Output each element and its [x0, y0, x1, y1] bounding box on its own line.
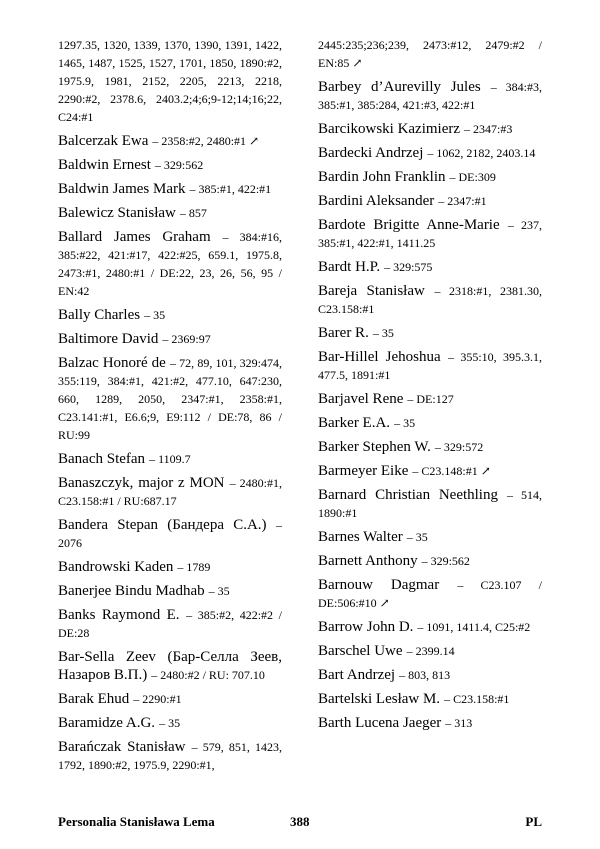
entry-name: Bardin John Franklin — [318, 169, 446, 185]
index-entry — [318, 120, 542, 138]
entry-name: Balewicz Stanisław — [58, 205, 176, 221]
footer-title: Personalia Stanisława Lema — [58, 814, 215, 829]
index-entry — [318, 192, 542, 210]
entry-references: – 329:562 — [421, 554, 470, 568]
index-entry — [58, 738, 282, 774]
index-entry — [318, 666, 542, 684]
index-entry — [58, 306, 282, 324]
index-entry — [58, 690, 282, 708]
index-entry — [58, 474, 282, 510]
entry-name: Banks Raymond E. — [58, 607, 180, 623]
index-entry — [58, 180, 282, 198]
index-entry — [58, 132, 282, 150]
index-entry — [318, 690, 542, 708]
entry-references: – 2318:#1, 2381.30, C23.158:#1 — [318, 284, 542, 316]
index-entry — [58, 450, 282, 468]
index-entry — [318, 714, 542, 732]
entry-references: – 329:562 — [154, 158, 204, 172]
index-entry — [58, 516, 282, 552]
entry-name: Bardecki Andrzej — [318, 145, 424, 161]
entry-name: Barrow John D. — [318, 619, 414, 635]
index-entry — [318, 390, 542, 408]
entry-references: 2445:235;236;239, 2473:#12, 2479:#2 / EN:85 ↗ — [318, 38, 542, 70]
entry-name: Barnouw Dagmar — [318, 577, 440, 593]
entry-name: Bardt H.P. — [318, 259, 381, 275]
entry-references: – 2480:#2 / RU: 707.10 — [151, 668, 265, 682]
entry-references: – 1789 — [177, 560, 211, 574]
language-code: PL — [525, 814, 542, 829]
index-entry — [318, 486, 542, 522]
entry-references: – DE:309 — [449, 170, 496, 184]
index-entry — [58, 354, 282, 444]
entry-name: Bareja Stanisław — [318, 283, 425, 299]
entry-name: Baldwin Ernest — [58, 157, 151, 173]
left-column — [58, 36, 282, 780]
entry-name: Bardote Brigitte Anne-Marie — [318, 217, 500, 233]
entry-name: Barańczak Stanisław — [58, 739, 186, 755]
entry-name: Barer R. — [318, 325, 369, 341]
entry-name: Barker E.A. — [318, 415, 391, 431]
entry-references: – 313 — [445, 716, 473, 730]
entry-references: – 355:10, 395.3.1, 477.5, 1891:#1 — [318, 350, 542, 382]
entry-references: – 237, 385:#1, 422:#1, 1411.25 — [318, 218, 543, 250]
index-entry — [318, 36, 542, 72]
entry-name: Barjavel Rene — [318, 391, 404, 407]
index-entry — [58, 606, 282, 642]
index-entry — [318, 552, 542, 570]
entry-name: Bart Andrzej — [318, 667, 396, 683]
index-entry — [318, 462, 542, 480]
index-entry — [318, 144, 542, 162]
entry-references: – C23.107 / DE:506:#10 ↗ — [318, 578, 542, 610]
entry-references: – 384:#16, 385:#22, 421:#17, 422:#25, 659.1, 1975.8, 2473:#1, 2480:#1 / DE:22, 23, 26, 56, 95 / EN:42 — [58, 230, 282, 298]
entry-references: – 514, 1890:#1 — [318, 488, 543, 520]
index-entry — [58, 582, 282, 600]
entry-name: Balzac Honoré de — [58, 355, 166, 371]
entry-references: – 803, 813 — [399, 668, 451, 682]
index-entry — [318, 258, 542, 276]
index-entry — [58, 204, 282, 222]
index-entry — [318, 438, 542, 456]
entry-name: Barnard Christian Neethling — [318, 487, 498, 503]
entry-references: – 1109.7 — [149, 452, 191, 466]
entry-name: Barnes Walter — [318, 529, 403, 545]
entry-name: Banach Stefan — [58, 451, 146, 467]
entry-name: Barak Ehud — [58, 691, 130, 707]
entry-references: – 35 — [159, 716, 181, 730]
index-entry — [318, 348, 542, 384]
page-number: 388 — [290, 814, 310, 829]
entry-name: Bartelski Lesław M. — [318, 691, 441, 707]
entry-references: – 2399.14 — [406, 644, 455, 658]
entry-references: – 2347:#3 — [464, 122, 513, 136]
entry-references: – DE:127 — [407, 392, 454, 406]
entry-name: Bardini Aleksander — [318, 193, 435, 209]
entry-name: Ballard James Graham — [58, 229, 211, 245]
index-entry — [318, 324, 542, 342]
entry-references: – 2358:#2, 2480:#1 ↗ — [152, 134, 260, 148]
entry-name: Banerjee Bindu Madhab — [58, 583, 205, 599]
index-entry — [58, 714, 282, 732]
entry-references: – 329:572 — [434, 440, 484, 454]
entry-name: Barnett Anthony — [318, 553, 418, 569]
entry-name: Barbey d’Aurevilly Jules — [318, 79, 481, 95]
entry-references: – C23.148:#1 ↗ — [412, 464, 491, 478]
entry-name: Baldwin James Mark — [58, 181, 186, 197]
entry-name: Barker Stephen W. — [318, 439, 431, 455]
entry-references: 1297.35, 1320, 1339, 1370, 1390, 1391, 1422, 1465, 1487, 1525, 1527, 1701, 1850, 1890:#2, 1975.9, 1981, 2152, 2205, 2213, 2218, 2290:#2, 2378.6, 2403.2;4;6;9-12;14;16;22, C24:#1 — [58, 38, 282, 124]
index-entry — [318, 576, 542, 612]
entry-references: – 1091, 1411.4, C25:#2 — [417, 620, 531, 634]
index-entry — [318, 282, 542, 318]
entry-references: – 2076 — [58, 518, 282, 550]
entry-references: – 385:#2, 422:#2 / DE:28 — [58, 608, 282, 640]
entry-references: – C23.158:#1 — [444, 692, 510, 706]
entry-references: – 385:#1, 422:#1 — [189, 182, 272, 196]
index-entry — [58, 648, 282, 684]
entry-references: – 857 — [179, 206, 207, 220]
entry-name: Bandera Stepan (Бандера С.А.) — [58, 517, 267, 533]
entry-references: – 35 — [144, 308, 166, 322]
index-entry — [318, 618, 542, 636]
index-entry — [318, 168, 542, 186]
index-entry — [318, 78, 542, 114]
page-footer — [58, 814, 542, 832]
index-entry — [58, 228, 282, 300]
entry-references: – 579, 851, 1423, 1792, 1890:#2, 1975.9, 2290:#1, — [58, 740, 282, 772]
entry-name: Banaszczyk, major z MON — [58, 475, 225, 491]
entry-name: Barschel Uwe — [318, 643, 403, 659]
entry-references: – 2369:97 — [162, 332, 211, 346]
index-entry — [318, 414, 542, 432]
index-entry — [58, 36, 282, 126]
entry-references: – 2480:#1, C23.158:#1 / RU:687.17 — [58, 476, 283, 508]
entry-references: – 329:575 — [384, 260, 433, 274]
entry-references: – 2290:#1 — [133, 692, 182, 706]
index-entry — [58, 156, 282, 174]
entry-references: – 2347:#1 — [438, 194, 487, 208]
entry-name: Bandrowski Kaden — [58, 559, 174, 575]
entry-references: – 72, 89, 101, 329:474, 355:119, 384:#1, 421:#2, 477.10, 647:230, 660, 1289, 2050, 2347:#1, 2358:#1, C23.141:#1, E6.6;9, E9:112 / DE:78, 86 / RU:99 — [58, 356, 282, 442]
entry-references: – 35 — [394, 416, 416, 430]
entry-name: Barth Lucena Jaeger — [318, 715, 442, 731]
index-entry — [318, 528, 542, 546]
entry-name: Balcerzak Ewa — [58, 133, 149, 149]
right-column — [318, 36, 542, 738]
index-entry — [318, 642, 542, 660]
entry-name: Barmeyer Eike — [318, 463, 409, 479]
entry-name: Bally Charles — [58, 307, 141, 323]
index-entry — [318, 216, 542, 252]
index-entry — [58, 330, 282, 348]
entry-name: Bar-Hillel Jehoshua — [318, 349, 441, 365]
entry-name: Bar-Sella Zeev (Бар-Селла Зеев, Назаров В.П.) — [58, 649, 282, 683]
entry-references: – 35 — [406, 530, 428, 544]
entry-references: – 35 — [372, 326, 394, 340]
entry-references: – 1062, 2182, 2403.14 — [427, 146, 536, 160]
entry-name: Baltimore David — [58, 331, 159, 347]
entry-name: Baramidze A.G. — [58, 715, 156, 731]
entry-references: – 35 — [208, 584, 230, 598]
index-entry — [58, 558, 282, 576]
entry-references: – 384:#3, 385:#1, 385:284, 421:#3, 422:#1 — [318, 80, 542, 112]
entry-name: Barcikowski Kazimierz — [318, 121, 461, 137]
